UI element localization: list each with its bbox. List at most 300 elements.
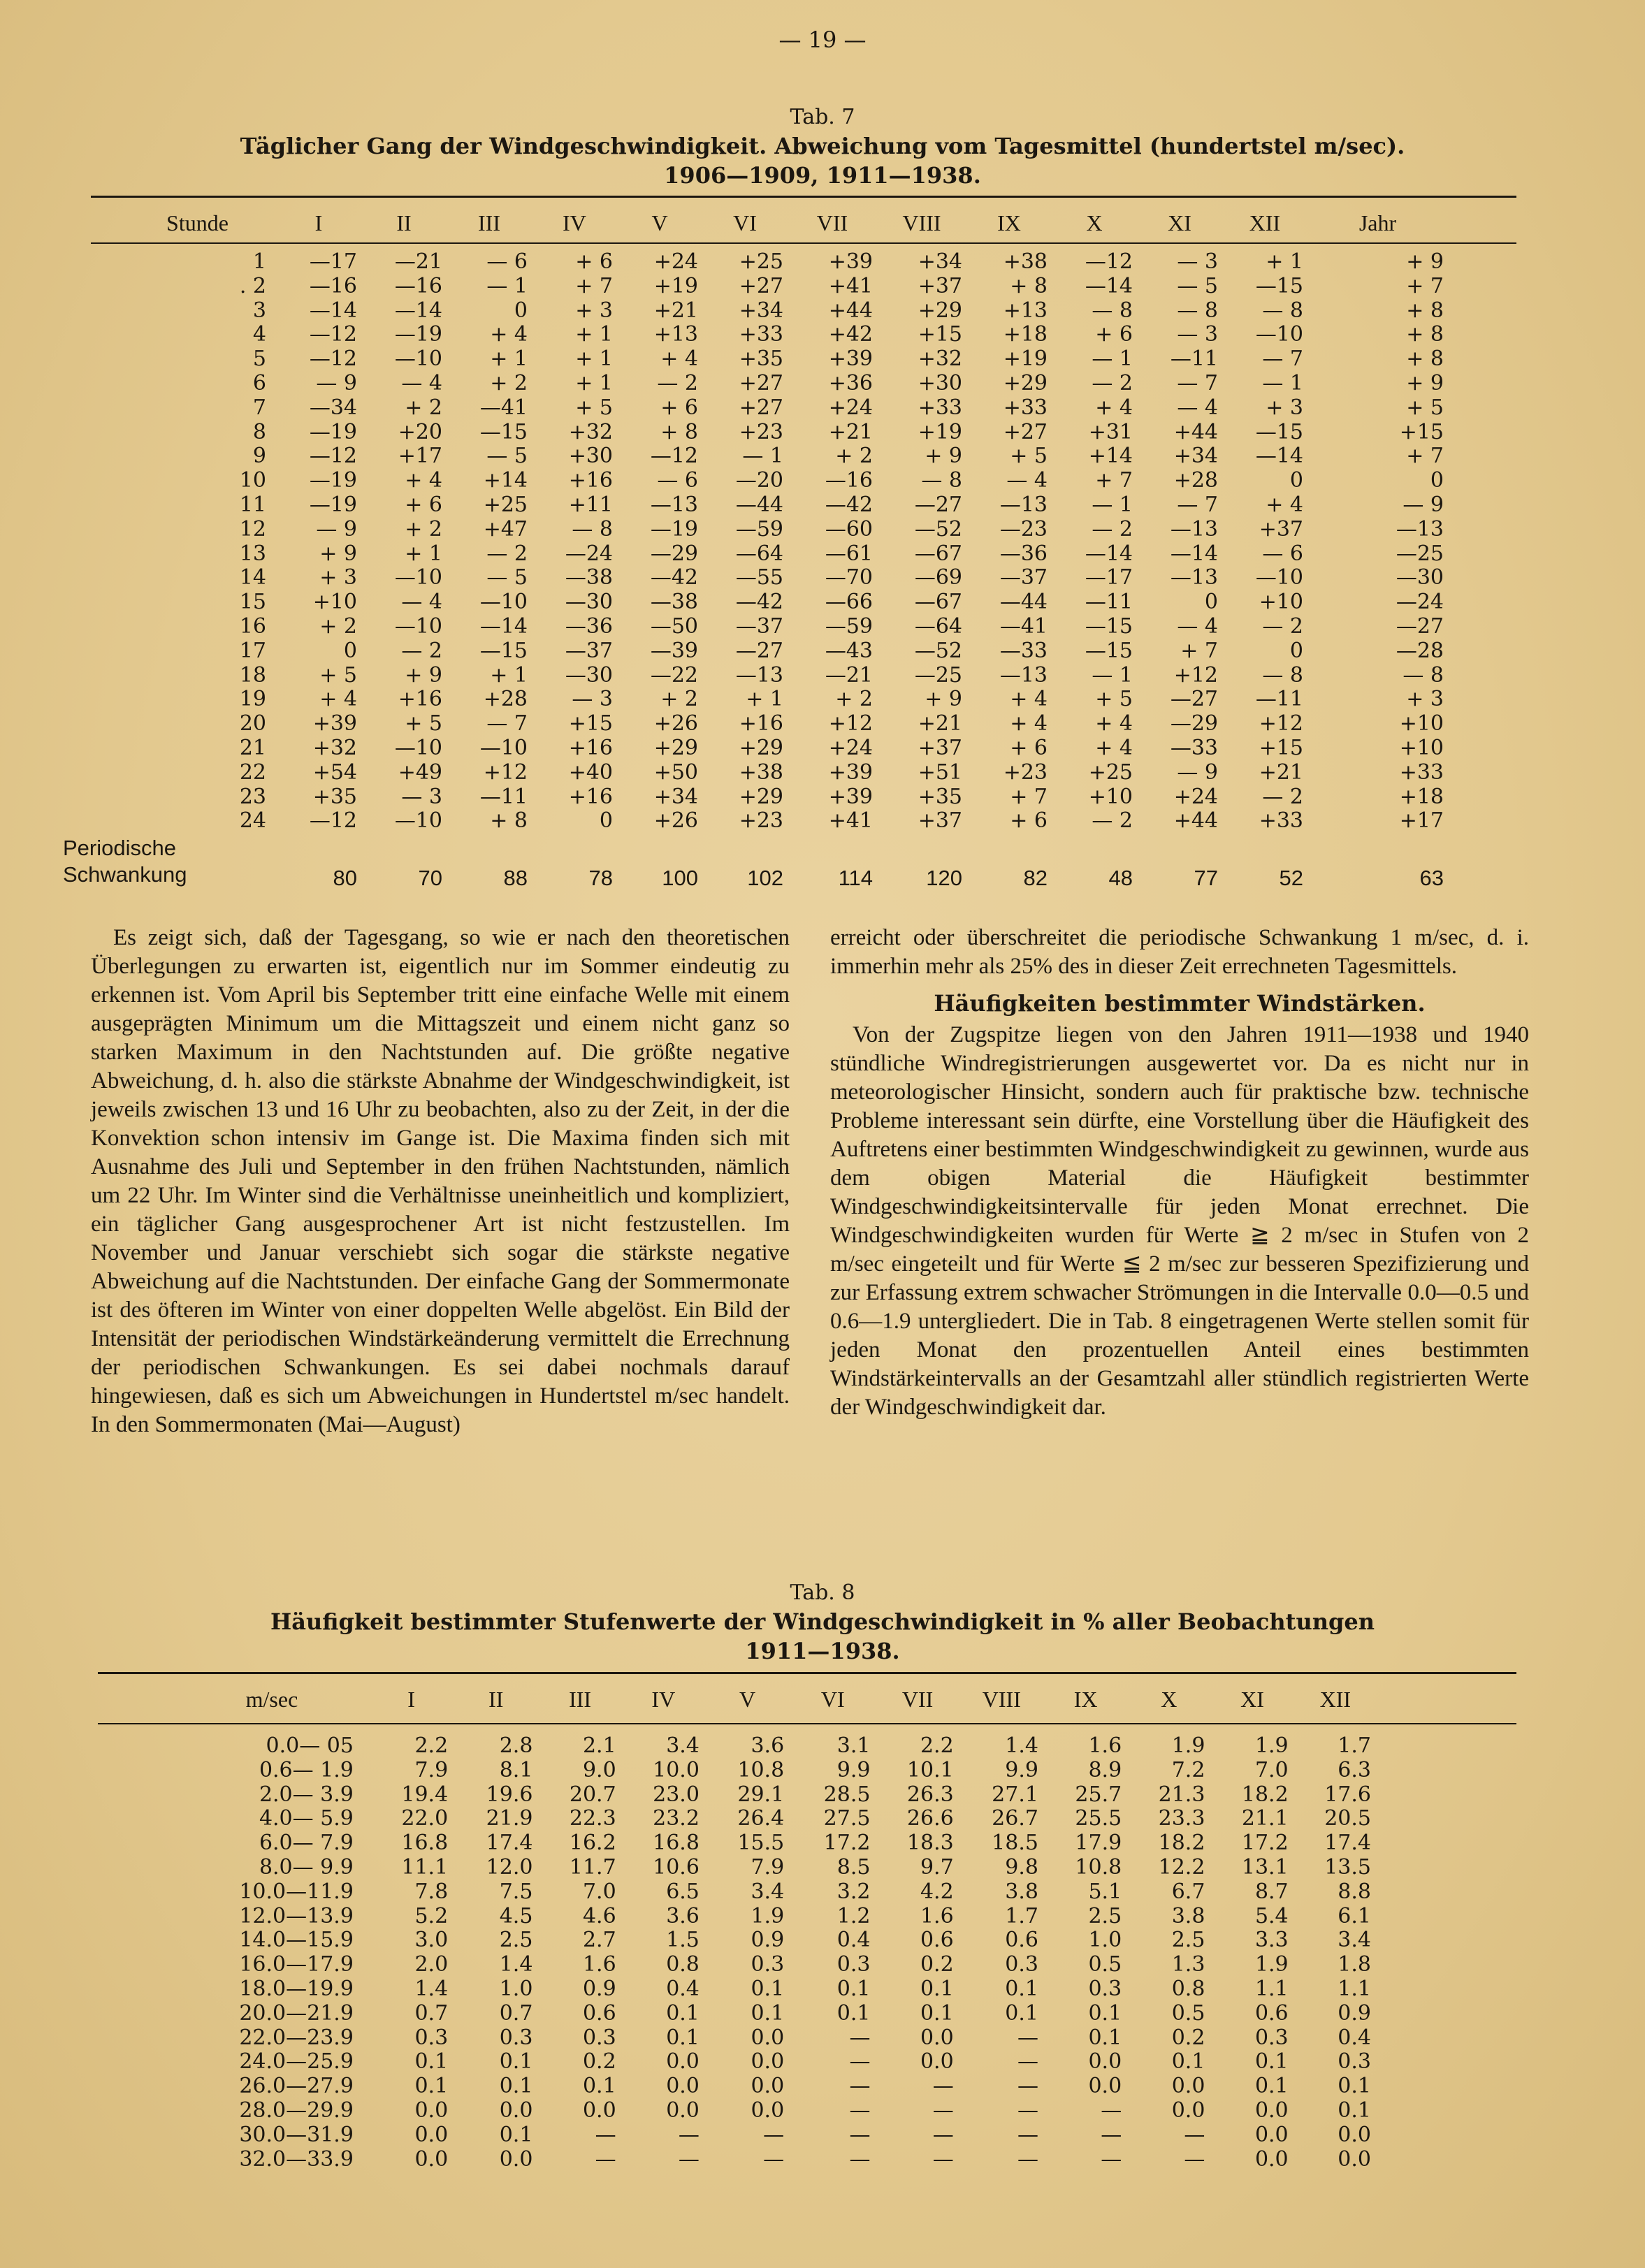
table-row [119, 590, 1448, 615]
table-row [175, 1928, 1377, 1953]
tab8-cell: — [932, 2147, 954, 2172]
tab8-cell: 18.2 [1158, 1831, 1205, 1856]
tab8-cell: 17.9 [1075, 1831, 1122, 1856]
table-row [119, 761, 1448, 785]
tab7-cell: —42 [825, 493, 873, 517]
tab8-header-col: IV [651, 1686, 676, 1712]
tab7-cell: +21 [828, 420, 873, 444]
tab8-cell: 28.5 [823, 1782, 871, 1807]
tab7-periodic-row [119, 834, 1448, 892]
tab7-cell: +35 [312, 785, 357, 809]
tab7-cell: +12 [483, 760, 528, 785]
tab7-cell: +21 [653, 298, 698, 323]
tab8-cell: 9.9 [836, 1758, 871, 1782]
tab8-cell: 3.4 [666, 1734, 700, 1758]
tab8-cell: 0.0 [920, 2026, 954, 2050]
tab7-cell: —41 [479, 395, 528, 420]
tab8-cell: — [932, 2098, 954, 2123]
tab8-cell: 6.7 [1171, 1880, 1205, 1904]
tab8-cell: 23.0 [653, 1782, 700, 1807]
tab8-cell: 0.1 [499, 2074, 533, 2099]
tab7-cell: +27 [739, 395, 783, 420]
table-row [175, 1783, 1377, 1808]
tab7-cell: +29 [739, 785, 783, 809]
tab7-cell: —42 [735, 590, 783, 615]
text-column-left [91, 924, 790, 1439]
tab8-cell: 0.1 [920, 2001, 954, 2026]
tab7-cell: — 4 [1177, 395, 1218, 420]
tab8-cell: — [1017, 2098, 1038, 2123]
tab7-header-hour: Stunde [166, 210, 229, 235]
tab7-cell: +21 [1259, 760, 1303, 785]
tab8-cell: 3.0 [414, 1928, 449, 1953]
tab7-cell: + 7 [1406, 444, 1444, 469]
tab7-cell: — 4 [1177, 614, 1218, 639]
tab7-cell: —59 [735, 517, 783, 541]
tab7-cell: + 1 [1266, 250, 1303, 274]
tab8-cell: 26.7 [992, 1807, 1038, 1831]
tab7-cell: —67 [914, 590, 962, 615]
tab7-cell: +34 [918, 250, 962, 274]
tab7-cell: +38 [739, 760, 783, 785]
tab8-cell: 0.0 [1338, 2147, 1371, 2172]
tab7-hour-cell: 3 [252, 298, 266, 323]
tab7-cell: + 4 [660, 347, 698, 372]
tab7-cell: +39 [828, 250, 873, 274]
tab7-cell: +15 [1399, 420, 1444, 444]
tab8-title-years: 1911—1938. [745, 1638, 900, 1664]
tab7-cell: + 2 [835, 688, 873, 712]
tab7-cell: — 7 [1177, 371, 1218, 395]
table-row [119, 396, 1448, 421]
tab8-cell: — [849, 2074, 871, 2099]
tab7-cell: +34 [739, 298, 783, 323]
tab8-cell: 0.0 [499, 2098, 533, 2123]
table-row [119, 250, 1448, 275]
tab7-cell: + 6 [1010, 736, 1048, 760]
tab7-cell: —55 [735, 566, 783, 590]
tab8-cell: 7.2 [1171, 1758, 1205, 1782]
tab8-cell: 18.2 [1241, 1782, 1289, 1807]
tab7-cell: — 1 [1262, 371, 1303, 395]
tab7-cell: — 3 [572, 688, 613, 712]
tab7-cell: —15 [479, 420, 528, 444]
tab7-cell: + 4 [1010, 712, 1048, 736]
tab8-cell: 0.6 [920, 1928, 954, 1953]
tab7-cell: +29 [653, 736, 698, 760]
tab8-cell: 0.8 [666, 1953, 700, 1977]
tab7-cell: + 9 [405, 663, 442, 688]
tab7-cell: —30 [565, 663, 613, 688]
tab7-cell: +32 [312, 736, 357, 760]
tab8-cell: 0.1 [836, 1977, 871, 2001]
tab8-cell: 3.6 [666, 1904, 700, 1928]
tab7-cell: —27 [1170, 688, 1218, 712]
tab7-cell: — 5 [486, 566, 528, 590]
tab7-cell: —37 [735, 614, 783, 639]
tab8-cell: 0.3 [1005, 1953, 1038, 1977]
tab7-periodic-cell: 63 [1419, 866, 1444, 891]
tab7-periodic-cell: 82 [1023, 866, 1048, 891]
tab8-cell: 3.8 [1005, 1880, 1038, 1904]
tab8-cell: 0.2 [920, 1953, 954, 1977]
table-row [175, 2074, 1377, 2099]
tab8-cell: 0.4 [666, 1977, 700, 2001]
tab8-cell: 0.1 [1171, 2050, 1205, 2074]
tab7-cell: + 6 [1095, 323, 1133, 347]
tab7-cell: —10 [479, 590, 528, 615]
tab8-cell: 0.0 [666, 2074, 700, 2099]
tab7-cell: — 4 [401, 371, 442, 395]
tab8-range-cell: 18.0—19.9 [239, 1977, 354, 2001]
table-row [119, 421, 1448, 445]
tab7-cell: +33 [1259, 809, 1303, 834]
tab8-cell: 0.7 [414, 2001, 449, 2026]
tab8-cell: 0.1 [499, 2050, 533, 2074]
tab8-cell: 2.5 [499, 1928, 533, 1953]
spacer [175, 1722, 1377, 1734]
tab8-cell: 17.4 [486, 1831, 533, 1856]
tab7-cell: —34 [309, 395, 357, 420]
tab7-cell: +19 [653, 274, 698, 298]
tab8-cell: 2.8 [499, 1734, 533, 1758]
tab7-cell: +26 [653, 712, 698, 736]
tab8-range-cell: 14.0—15.9 [239, 1928, 354, 1953]
table-row [119, 736, 1448, 761]
tab7-hour-cell: 20 [239, 712, 266, 736]
tab7-cell: — 1 [1092, 493, 1133, 517]
tab7-cell: —11 [1255, 688, 1303, 712]
tab7-cell: —24 [565, 541, 613, 566]
tab8-cell: 19.6 [486, 1782, 533, 1807]
tab7-cell: —23 [999, 517, 1048, 541]
tab8-cell: 0.3 [1088, 1977, 1122, 2001]
tab7-cell: + 7 [1180, 639, 1218, 663]
tab8-range-cell: 16.0—17.9 [239, 1953, 354, 1977]
tab7-hour-cell: 17 [239, 639, 266, 663]
tab7-cell: — 2 [1262, 614, 1303, 639]
tab8-cell: 1.2 [836, 1904, 871, 1928]
tab7-cell: — 2 [657, 371, 698, 395]
tab8-header-col: I [407, 1686, 415, 1712]
tab8-cell: 20.5 [1324, 1807, 1371, 1831]
tab7-cell: —11 [1170, 347, 1218, 372]
tab7-cell: + 3 [1266, 395, 1303, 420]
tab7-cell: —28 [1396, 639, 1444, 663]
tab7-cell: +33 [1003, 395, 1048, 420]
tab7-cell: — 8 [921, 469, 962, 493]
tab8-cell: 0.5 [1088, 1953, 1122, 1977]
tab8-cell: 22.3 [569, 1807, 616, 1831]
tab8-cell: — [678, 2123, 700, 2147]
tab7-cell: —44 [735, 493, 783, 517]
tab8-range-cell: 8.0— 9.9 [259, 1855, 354, 1880]
tab8-cell: 1.0 [1088, 1928, 1122, 1953]
tab7-cell: —13 [999, 493, 1048, 517]
tab8-cell: 0.0 [1088, 2074, 1122, 2099]
tab8-cell: 0.0 [1254, 2098, 1289, 2123]
tab7-cell: +33 [918, 395, 962, 420]
tab7-cell: +41 [828, 809, 873, 834]
tab8-cell: 0.1 [666, 2001, 700, 2026]
tab7-cell: + 9 [1406, 371, 1444, 395]
tab7-cell: +14 [1088, 444, 1133, 469]
tab8-cell: 0.0 [414, 2098, 449, 2123]
tab8-range-cell: 0.0— 05 [266, 1734, 354, 1758]
tab8-cell: — [1184, 2123, 1205, 2147]
tab8-cell: 4.5 [499, 1904, 533, 1928]
tab7-cell: — 2 [401, 639, 442, 663]
tab7-cell: +35 [918, 785, 962, 809]
tab8-cell: — [763, 2123, 785, 2147]
tab7-cell: + 2 [405, 517, 442, 541]
tab8-cell: 9.0 [582, 1758, 616, 1782]
tab7-cell: +16 [568, 785, 613, 809]
tab7-cell: —30 [1396, 566, 1444, 590]
tab8-cell: — [1101, 2098, 1122, 2123]
tab7-cell: — 2 [1092, 517, 1133, 541]
tab7-cell: — 9 [1177, 760, 1218, 785]
tab7-cell: +24 [653, 250, 698, 274]
tab7-cell: + 4 [1095, 712, 1133, 736]
tab7-cell: + 4 [1010, 688, 1048, 712]
tab8-cell: 7.5 [499, 1880, 533, 1904]
tab7-cell: —14 [1085, 274, 1133, 298]
tab8-cell: 0.1 [1254, 2050, 1289, 2074]
tab8-cell: 0.0 [1254, 2123, 1289, 2147]
tab7-cell: —38 [650, 590, 698, 615]
tab8-cell: 9.7 [920, 1855, 954, 1880]
tab7-cell: —19 [309, 493, 357, 517]
tab7-periodic-cell: 114 [838, 866, 873, 891]
tab7-cell: + 9 [925, 444, 962, 469]
tab7-cell: — 2 [486, 541, 528, 566]
tab7-cell: + 6 [575, 250, 613, 274]
tab7-cell: — 4 [1006, 469, 1048, 493]
tab7-cell: +20 [398, 420, 442, 444]
tab7-cell: — 1 [742, 444, 783, 469]
tab8-cell: 0.2 [1171, 2026, 1205, 2050]
tab7-cell: + 7 [1095, 469, 1133, 493]
tab7-cell: +12 [828, 712, 873, 736]
tab7-cell: +19 [918, 420, 962, 444]
tab7-cell: —59 [825, 614, 873, 639]
tab8-cell: 5.4 [1254, 1904, 1289, 1928]
tab7-cell: +13 [653, 323, 698, 347]
tab7-cell: +37 [1259, 517, 1303, 541]
tab7-cell: —20 [735, 469, 783, 493]
tab7-cell: +38 [1003, 250, 1048, 274]
table-row [119, 712, 1448, 736]
tab8-cell: — [849, 2098, 871, 2123]
text-column-right [830, 924, 1529, 1422]
tab8-header-col: IX [1073, 1686, 1098, 1712]
tab7-cell: +34 [1173, 444, 1218, 469]
tab7-cell: — 6 [1262, 541, 1303, 566]
tab8-cell: — [932, 2123, 954, 2147]
tab7-hour-cell: 9 [252, 444, 266, 469]
tab7-cell: —64 [914, 614, 962, 639]
tab8-cell: 0.3 [1338, 2050, 1371, 2074]
tab7-cell: —13 [999, 663, 1048, 688]
tab7-cell: —10 [1255, 566, 1303, 590]
tab7-cell: +50 [653, 760, 698, 785]
tab7-cell: — 7 [486, 712, 528, 736]
tab7-cell: —17 [1085, 566, 1133, 590]
tab7-cell: + 8 [490, 809, 528, 834]
tab8-cell: 0.9 [751, 1928, 785, 1953]
tab7-cell: —12 [309, 444, 357, 469]
table-row [175, 1831, 1377, 1856]
tab8-cell: 3.2 [836, 1880, 871, 1904]
tab7-header-col: XI [1168, 210, 1191, 235]
tab8-cell: 1.9 [751, 1904, 785, 1928]
tab7-cell: —39 [650, 639, 698, 663]
tab7-cell: —16 [825, 469, 873, 493]
tab7-cell: +33 [739, 323, 783, 347]
tab8-cell: 0.6 [1254, 2001, 1289, 2026]
table-row [175, 1759, 1377, 1783]
tab8-cell: 0.1 [920, 1977, 954, 2001]
tab7-cell: — 8 [1177, 298, 1218, 323]
tab7-cell: —17 [309, 250, 357, 274]
page-number: — 19 — [778, 27, 867, 53]
tab7-cell: +18 [1003, 323, 1048, 347]
tab7-header-row [119, 203, 1448, 243]
tab7-cell: + 8 [1406, 298, 1444, 323]
tab8-range-cell: 30.0—31.9 [239, 2123, 354, 2147]
periodic-label-line2: Schwankung [63, 862, 187, 887]
tab7-header-col: Jahr [1358, 210, 1397, 235]
tab7-cell: —15 [1085, 639, 1133, 663]
tab7-cell: +39 [828, 760, 873, 785]
tab7-header-col: V [651, 210, 668, 235]
tab7-header-col: I [314, 210, 323, 235]
tab7-hour-cell: 14 [239, 566, 266, 590]
tab7-cell: +32 [918, 347, 962, 372]
tab7-cell: —22 [650, 663, 698, 688]
tab7-cell: +49 [398, 760, 442, 785]
tab8-cell: 3.6 [751, 1734, 785, 1758]
tab7-cell: —24 [1396, 590, 1444, 615]
spacer [119, 243, 1448, 250]
tab8-cell: 5.2 [414, 1904, 449, 1928]
tab7-spacer-row [119, 243, 1448, 250]
tab7-periodic-cell: 48 [1108, 866, 1133, 891]
tab7-cell: —15 [1085, 614, 1133, 639]
tab8-cell: 7.0 [582, 1880, 616, 1904]
tab7-periodic-cell: 70 [418, 866, 442, 891]
tab7-header-col: VIII [902, 210, 941, 235]
tab8-cell: 0.3 [582, 2026, 616, 2050]
tab8-cell: 13.5 [1324, 1855, 1371, 1880]
tab8-cell: 0.4 [836, 1928, 871, 1953]
tab7-cell: —12 [1085, 250, 1133, 274]
tab7-cell: +15 [918, 323, 962, 347]
table-row [175, 1734, 1377, 1759]
tab7-cell: —14 [1170, 541, 1218, 566]
tab8-header-unit: m/sec [245, 1686, 298, 1712]
tab7-periodic-label [63, 834, 220, 892]
tab7-header-col: VI [733, 210, 757, 235]
tab7-hour-cell: 4 [252, 323, 266, 347]
tab7-cell: — 8 [1403, 663, 1444, 688]
tab7-cell: —10 [394, 809, 442, 834]
tab8-cell: 1.6 [1088, 1734, 1122, 1758]
tab8-cell: 6.5 [666, 1880, 700, 1904]
table-row [119, 639, 1448, 664]
tab7-hour-cell: 16 [239, 614, 266, 639]
tab7-cell: +34 [653, 785, 698, 809]
tab7-cell: +44 [1173, 420, 1218, 444]
table-row [119, 444, 1448, 469]
tab7-cell: —19 [650, 517, 698, 541]
tab7-cell: — 3 [1177, 250, 1218, 274]
tab8-cell: — [1184, 2147, 1205, 2172]
tab8-cell: — [849, 2147, 871, 2172]
tab8-cell: 11.1 [401, 1855, 449, 1880]
tab7-cell: + 1 [405, 541, 442, 566]
tab7-cell: —69 [914, 566, 962, 590]
tab8-cell: 26.4 [737, 1807, 785, 1831]
table-row [119, 493, 1448, 518]
tab8-cell: 18.5 [992, 1831, 1038, 1856]
tab8-cell: 3.4 [751, 1880, 785, 1904]
tab7-cell: —16 [309, 274, 357, 298]
tab7-header-col: IV [563, 210, 586, 235]
tab8-cell: 17.6 [1324, 1782, 1371, 1807]
tab7-cell: + 3 [319, 566, 357, 590]
tab7-cell: +18 [1399, 785, 1444, 809]
tab8-cell: — [1017, 2074, 1038, 2099]
table-row [119, 469, 1448, 493]
tab8-cell: 1.6 [582, 1953, 616, 1977]
tab7-hour-cell: 21 [239, 736, 266, 760]
tab7-cell: 0 [1289, 639, 1303, 663]
tab8-top-rule [98, 1672, 1516, 1674]
tab8-cell: 21.3 [1158, 1782, 1205, 1807]
tab7-cell: + 7 [1406, 274, 1444, 298]
tab8-cell: 0.3 [499, 2026, 533, 2050]
tab8-cell: 1.7 [1338, 1734, 1371, 1758]
tab8-cell: 4.2 [920, 1880, 954, 1904]
tab8-cell: 0.6 [1005, 1928, 1038, 1953]
tab8-cell: 19.4 [401, 1782, 449, 1807]
tab7-cell: +16 [568, 469, 613, 493]
tab8-cell: 20.7 [569, 1782, 616, 1807]
tab7-cell: —10 [394, 614, 442, 639]
periodic-label-line1: Periodische [63, 836, 176, 861]
tab8-cell: 26.3 [906, 1782, 954, 1807]
tab7-cell: + 8 [1406, 323, 1444, 347]
tab8-cell: 2.2 [414, 1734, 449, 1758]
tab8-cell: 16.8 [401, 1831, 449, 1856]
tab7-cell: + 6 [660, 395, 698, 420]
tab7-cell: +28 [1173, 469, 1218, 493]
tab8-range-cell: 12.0—13.9 [239, 1904, 354, 1928]
tab7-cell: —14 [1085, 541, 1133, 566]
tab8-cell: — [763, 2147, 785, 2172]
tab7-cell: +41 [828, 274, 873, 298]
tab8-cell: 7.9 [751, 1855, 785, 1880]
tab8-cell: 6.3 [1338, 1758, 1371, 1782]
tab7-hour-cell: 23 [239, 785, 266, 809]
tab7-cell: —43 [825, 639, 873, 663]
tab8-range-cell: 28.0—29.9 [239, 2098, 354, 2123]
tab7-cell: + 5 [319, 663, 357, 688]
tab7-cell: +51 [918, 760, 962, 785]
tab7-cell: +10 [1259, 590, 1303, 615]
